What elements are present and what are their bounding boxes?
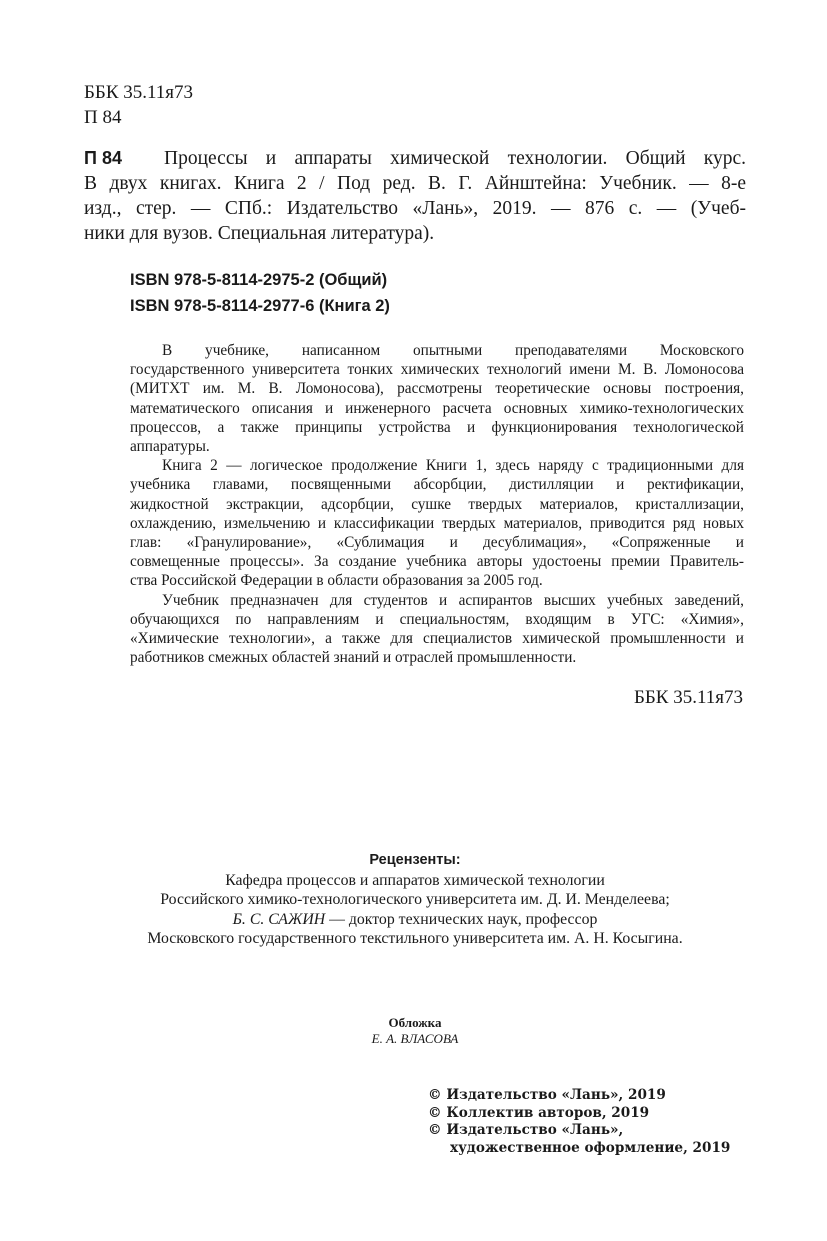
entry-line: В двух книгах. Книга 2 / Под ред. В. Г. Айнштейна: Учебник. — 8-е (84, 173, 746, 194)
entry-code: П 84 (84, 148, 122, 168)
annotation-line: процессов, а также принципы устройства и функционирования технологической (130, 418, 744, 436)
reviewer-line: Московского государственного текстильного университета им. А. Н. Косыгина. (147, 930, 683, 948)
annotation-line: глав: «Гранулирование», «Сублимация и десублимация», «Сопряженные и (130, 534, 744, 552)
annotation-line: ства Российской Федерации в области образования за 2005 год. (130, 572, 543, 590)
reviewer-line (84, 910, 746, 930)
copyright-block (428, 1087, 730, 1157)
annotation-line: обучающихся по направлениям и специальностям, входящим в УГС: «Химия», (130, 610, 744, 628)
bbk-code-bottom: ББК 35.11я73 (633, 687, 743, 708)
bbk-code: ББК 35.11я73 (84, 82, 194, 103)
annotation-line: жидкостной экстракции, адсорбции, сушке твердых материалов, кристаллизации, (130, 495, 744, 513)
entry-line: ники для вузов. Специальная литература). (84, 223, 435, 244)
author-mark: П 84 (84, 107, 122, 128)
annotation-line: совмещенные процессы». За создание учебника авторы удостоены премии Правитель- (130, 553, 744, 571)
annotation-line: учебника главами, посвященными абсорбции, дистилляции и ректификации, (130, 476, 744, 494)
reviewer-line: Кафедра процессов и аппаратов химической технологии (225, 871, 605, 889)
entry-line: Процессы и аппараты химической технологии. Общий курс. (164, 148, 746, 169)
isbn-general: ISBN 978-5-8114-2975-2 (Общий) (130, 271, 388, 289)
classification-codes (84, 80, 193, 130)
copyright-line: © Издательство «Лань», 2019 (428, 1087, 666, 1103)
reviewer-name: Б. С. САЖИН (232, 910, 326, 928)
entry-line: изд., стер. — СПб.: Издательство «Лань», 2019. — 876 с. — (Учеб- (84, 198, 746, 219)
cover-credit (84, 1015, 746, 1047)
copyright-line: © Издательство «Лань», (428, 1122, 624, 1138)
annotation-line: (МИТХТ им. М. В. Ломоносова), рассмотрены теоретические основы построения, (130, 380, 744, 398)
reviewer-title: — доктор технических наук, профессор (325, 910, 598, 928)
reviewer-line: Российского химико-технологического университета им. Д. И. Менделеева; (160, 891, 670, 909)
copyright-line: © Коллектив авторов, 2019 (428, 1104, 650, 1121)
annotation-line: Учебник предназначен для студентов и аспирантов высших учебных заведений, (162, 591, 744, 609)
bibliographic-entry (84, 146, 746, 246)
cover-designer: Е. А. ВЛАСОВА (371, 1031, 459, 1046)
reviewers-block (84, 851, 746, 949)
annotation (130, 341, 744, 667)
annotation-line: В учебнике, написанном опытными преподавателями Московского (162, 342, 744, 359)
annotation-line: математического описания и инженерного расчета основных химико-технологических (130, 399, 744, 417)
annotation-line: «Химические технологии», а также для специалистов химической промышленности и (130, 630, 744, 648)
annotation-line: аппаратуры. (130, 438, 210, 456)
annotation-line: охлаждению, измельчению и классификации твердых материалов, приводится ряд новых (130, 514, 744, 532)
isbn-book2: ISBN 978-5-8114-2977-6 (Книга 2) (130, 297, 390, 315)
copyright-line: художественное оформление, 2019 (450, 1139, 731, 1156)
isbn-block (130, 267, 390, 319)
reviewers-heading: Рецензенты: (369, 852, 461, 868)
annotation-line: Книга 2 — логическое продолжение Книги 1, здесь наряду с традиционными для (162, 457, 744, 475)
annotation-line: работников смежных областей знаний и отраслей промышленности. (130, 649, 577, 667)
annotation-line: государственного университета тонких химических технологий имени М. В. Ломоносова (130, 361, 744, 379)
cover-heading: Обложка (388, 1015, 442, 1030)
